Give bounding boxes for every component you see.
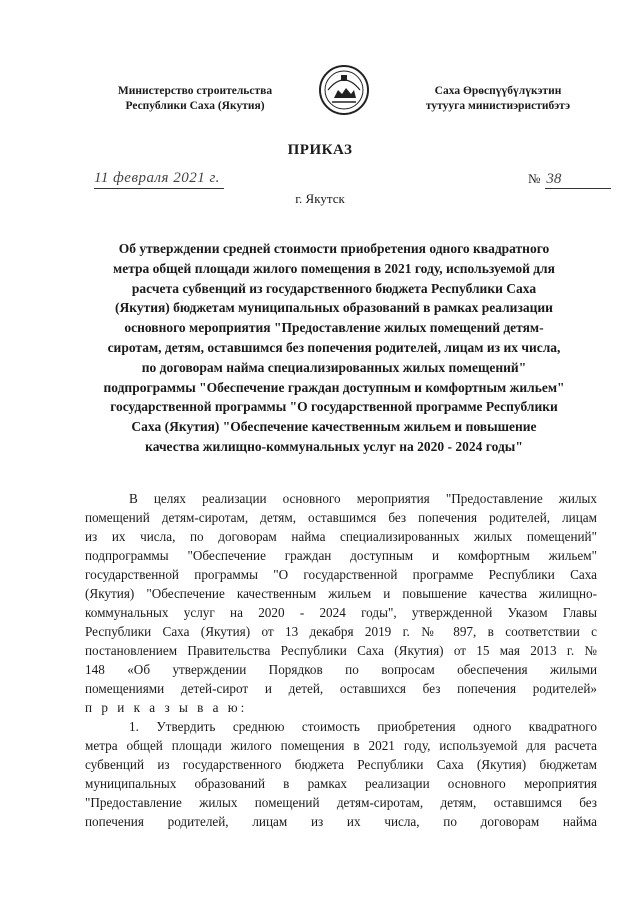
- number-underline: [545, 188, 611, 189]
- subject-line: (Якутия) бюджетам муниципальных образований в рамках реализации: [115, 300, 553, 316]
- body-line: подпрограммы "Обеспечение граждан доступным и комфортным жильем": [85, 548, 597, 563]
- subject-line: Об утверждении средней стоимости приобретения одного квадратного: [118, 241, 550, 256]
- body-line: попечения родителей, лицам из их числа, по договорам найма: [85, 814, 597, 829]
- ministry-line: Республики Саха (Якутия): [125, 100, 265, 112]
- subject-line: основного мероприятия "Предоставление жилых помещений детям-: [124, 320, 544, 336]
- ministry-name-yakut: [398, 84, 598, 114]
- ministry-line: Саха Өрөспүүбүлүкэтин: [434, 85, 562, 97]
- body-line: 1. Утвердить среднюю стоимость приобретения одного квадратного: [129, 719, 597, 734]
- handwritten-number: 38: [546, 171, 562, 187]
- ministry-line: тутууга министиэристибэтэ: [425, 100, 571, 112]
- body-line: (Якутия) "Обеспечение качественным жильем и повышение качества жилищно-: [85, 586, 597, 601]
- body-line: Республики Саха (Якутия) от 13 декабря 2019 г. № 897, в соответствии с: [85, 624, 597, 639]
- order-number: [528, 171, 561, 188]
- subject-line: по договорам найма специализированных жилых помещений": [141, 359, 527, 375]
- handwritten-date: 11 февраля 2021 г.: [94, 170, 220, 186]
- coat-of-arms-emblem: [318, 64, 370, 116]
- subject-line: государственной программы "О государственной программе Республики: [110, 399, 558, 415]
- subject-line: качества жилищно-коммунальных услуг на 2020 - 2024 годы": [145, 438, 523, 454]
- subject-line: Саха (Якутия) "Обеспечение качественным жильем и повышение: [131, 419, 537, 435]
- body-line: 148 «Об утверждении Порядков по вопросам обеспечения жилыми: [85, 662, 597, 677]
- subject-line: подпрограммы "Обеспечение граждан доступным и комфортным жильем": [103, 379, 565, 395]
- body-line: постановлением Правительства Республики Саха (Якутия) от 15 мая 2013 г. №: [85, 643, 597, 658]
- body-line: метра общей площади жилого помещения в 2021 году, используемой для расчета: [85, 738, 597, 753]
- order-body: [85, 489, 597, 831]
- date-underline: [94, 188, 224, 189]
- body-line: муниципальных образований в рамках реализации основного мероприятия: [85, 776, 597, 791]
- ministry-name-russian: [100, 84, 290, 114]
- subject-line: метра общей площади жилого помещения в 2021 году, используемой для: [113, 260, 555, 276]
- body-line: коммунальных услуг на 2020 - 2024 годы", утвержденной Указом Главы: [85, 605, 597, 620]
- body-line: государственной программы "О государственной программе Республики Саха: [85, 567, 597, 582]
- body-line: из их числа, по договорам найма специализированных жилых помещений": [85, 529, 597, 544]
- body-line: помещений детям-сиротам, детям, оставшимся без попечения родителей, лицам: [85, 510, 597, 525]
- body-line: "Предоставление жилых помещений детям-сиротам, детям, оставшимся без: [85, 795, 597, 810]
- order-subject: [84, 239, 584, 457]
- number-sign: №: [528, 171, 541, 186]
- body-line: помещениями детей-сирот и детей, оставшихся без попечения родителей»: [85, 681, 597, 696]
- city-location: г. Якутск: [295, 191, 345, 206]
- ministry-line: Министерство строительства: [117, 85, 273, 97]
- document-type-title: ПРИКАЗ: [287, 142, 353, 158]
- body-line: субвенций из государственного бюджета Республики Саха (Якутия) бюджетам: [85, 757, 597, 772]
- subject-line: сиротам, детям, оставшимся без попечения родителей, лицам из их числа,: [107, 339, 561, 355]
- body-line: В целях реализации основного мероприятия "Предоставление жилых: [129, 491, 597, 506]
- subject-line: расчета субвенций из государственного бюджета Республики Саха: [131, 280, 537, 296]
- order-directive: п р и к а з ы в а ю:: [85, 700, 248, 715]
